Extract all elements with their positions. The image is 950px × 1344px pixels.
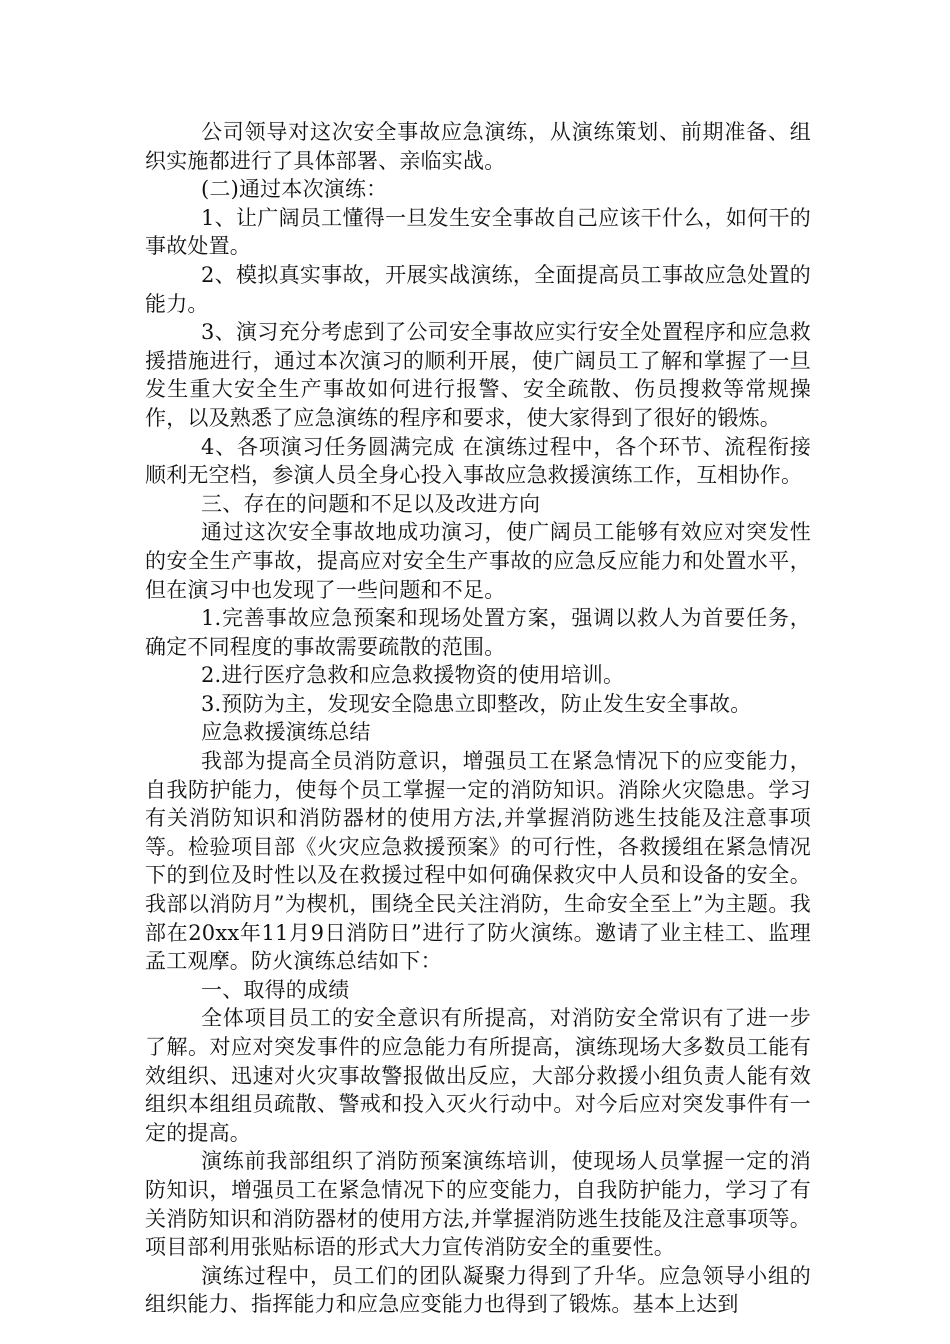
document-body	[145, 118, 811, 1319]
paragraph: 3.预防为主，发现安全隐患立即整改，防止发生安全事故。	[201, 691, 752, 716]
paragraph: 4、各项演习任务圆满完成 在演练过程中，各个环节、流程衔接顺利无空档，参演人员全身心投入事故应急救援演练工作，互相协作。	[145, 434, 811, 488]
paragraph: 演练过程中，员工们的团队凝聚力得到了升华。应急领导小组的组织能力、指挥能力和应急应变能力也得到了锻炼。基本上达到	[145, 1263, 811, 1317]
document-title: 应急救援演练总结	[201, 720, 371, 745]
paragraph: (二)通过本次演练：	[201, 177, 388, 202]
section-heading: 一、取得的成绩	[201, 977, 350, 1002]
paragraph: 2、模拟真实事故，开展实战演练，全面提高员工事故应急处置的能力。	[145, 262, 811, 316]
paragraph: 全体项目员工的安全意识有所提高，对消防安全常识有了进一步了解。对应对突发事件的应急能力有所提高，演练现场大多数员工能有效组织、迅速对火灾事故警报做出反应，大部分救援小组负责人能有效组织本组组员疏散、警戒和投入灭火行动中。对今后应对突发事件有一定的提高。	[145, 1006, 811, 1145]
paragraph: 公司领导对这次安全事故应急演练，从演练策划、前期准备、组织实施都进行了具体部署、亲临实战。	[145, 120, 811, 173]
paragraph: 通过这次安全事故地成功演习，使广阔员工能够有效应对突发性的安全生产事故，提高应对安全生产事故的应急反应能力和处置水平，但在演习中也发现了一些问题和不足。	[145, 520, 811, 602]
paragraph: 1、让广阔员工懂得一旦发生安全事故自己应该干什么，如何干的事故处置。	[145, 205, 811, 259]
paragraph: 2.进行医疗急救和应急救援物资的使用培训。	[201, 663, 625, 688]
paragraph: 我部为提高全员消防意识，增强员工在紧急情况下的应变能力，自我防护能力，使每个员工掌握一定的消防知识。消除火灾隐患。学习有关消防知识和消防器材的使用方法,并掌握消防逃生技能及注意事项等。检验项目部《火灾应急救援预案》的可行性，各救援组在紧急情况下的到位及时性以及在救援过程中如何确保救灾中人员和设备的安全。我部以消防月”为楔机，围绕全民关注消防，生命安全至上”为主题。我部在20xx年11月9日消防日”进行了防火演练。邀请了业主桂工、监理孟工观摩。防火演练总结如下：	[145, 749, 811, 974]
paragraph: 1.完善事故应急预案和现场处置方案，强调以救人为首要任务，确定不同程度的事故需要疏散的范围。	[145, 606, 811, 659]
section-heading: 三、存在的问题和不足以及改进方向	[201, 491, 541, 516]
paragraph: 演练前我部组织了消防预案演练培训，使现场人员掌握一定的消防知识，增强员工在紧急情况下的应变能力，自我防护能力，学习了有关消防知识和消防器材的使用方法,并掌握消防逃生技能及注意事项等。项目部利用张贴标语的形式大力宣传消防安全的重要性。	[145, 1149, 811, 1260]
paragraph: 3、演习充分考虑到了公司安全事故应实行安全处置程序和应急救援措施进行，通过本次演习的顺利开展，使广阔员工了解和掌握了一旦发生重大安全生产事故如何进行报警、安全疏散、伤员搜救等常规操作，以及熟悉了应急演练的程序和要求，使大家得到了很好的锻炼。	[145, 320, 811, 430]
